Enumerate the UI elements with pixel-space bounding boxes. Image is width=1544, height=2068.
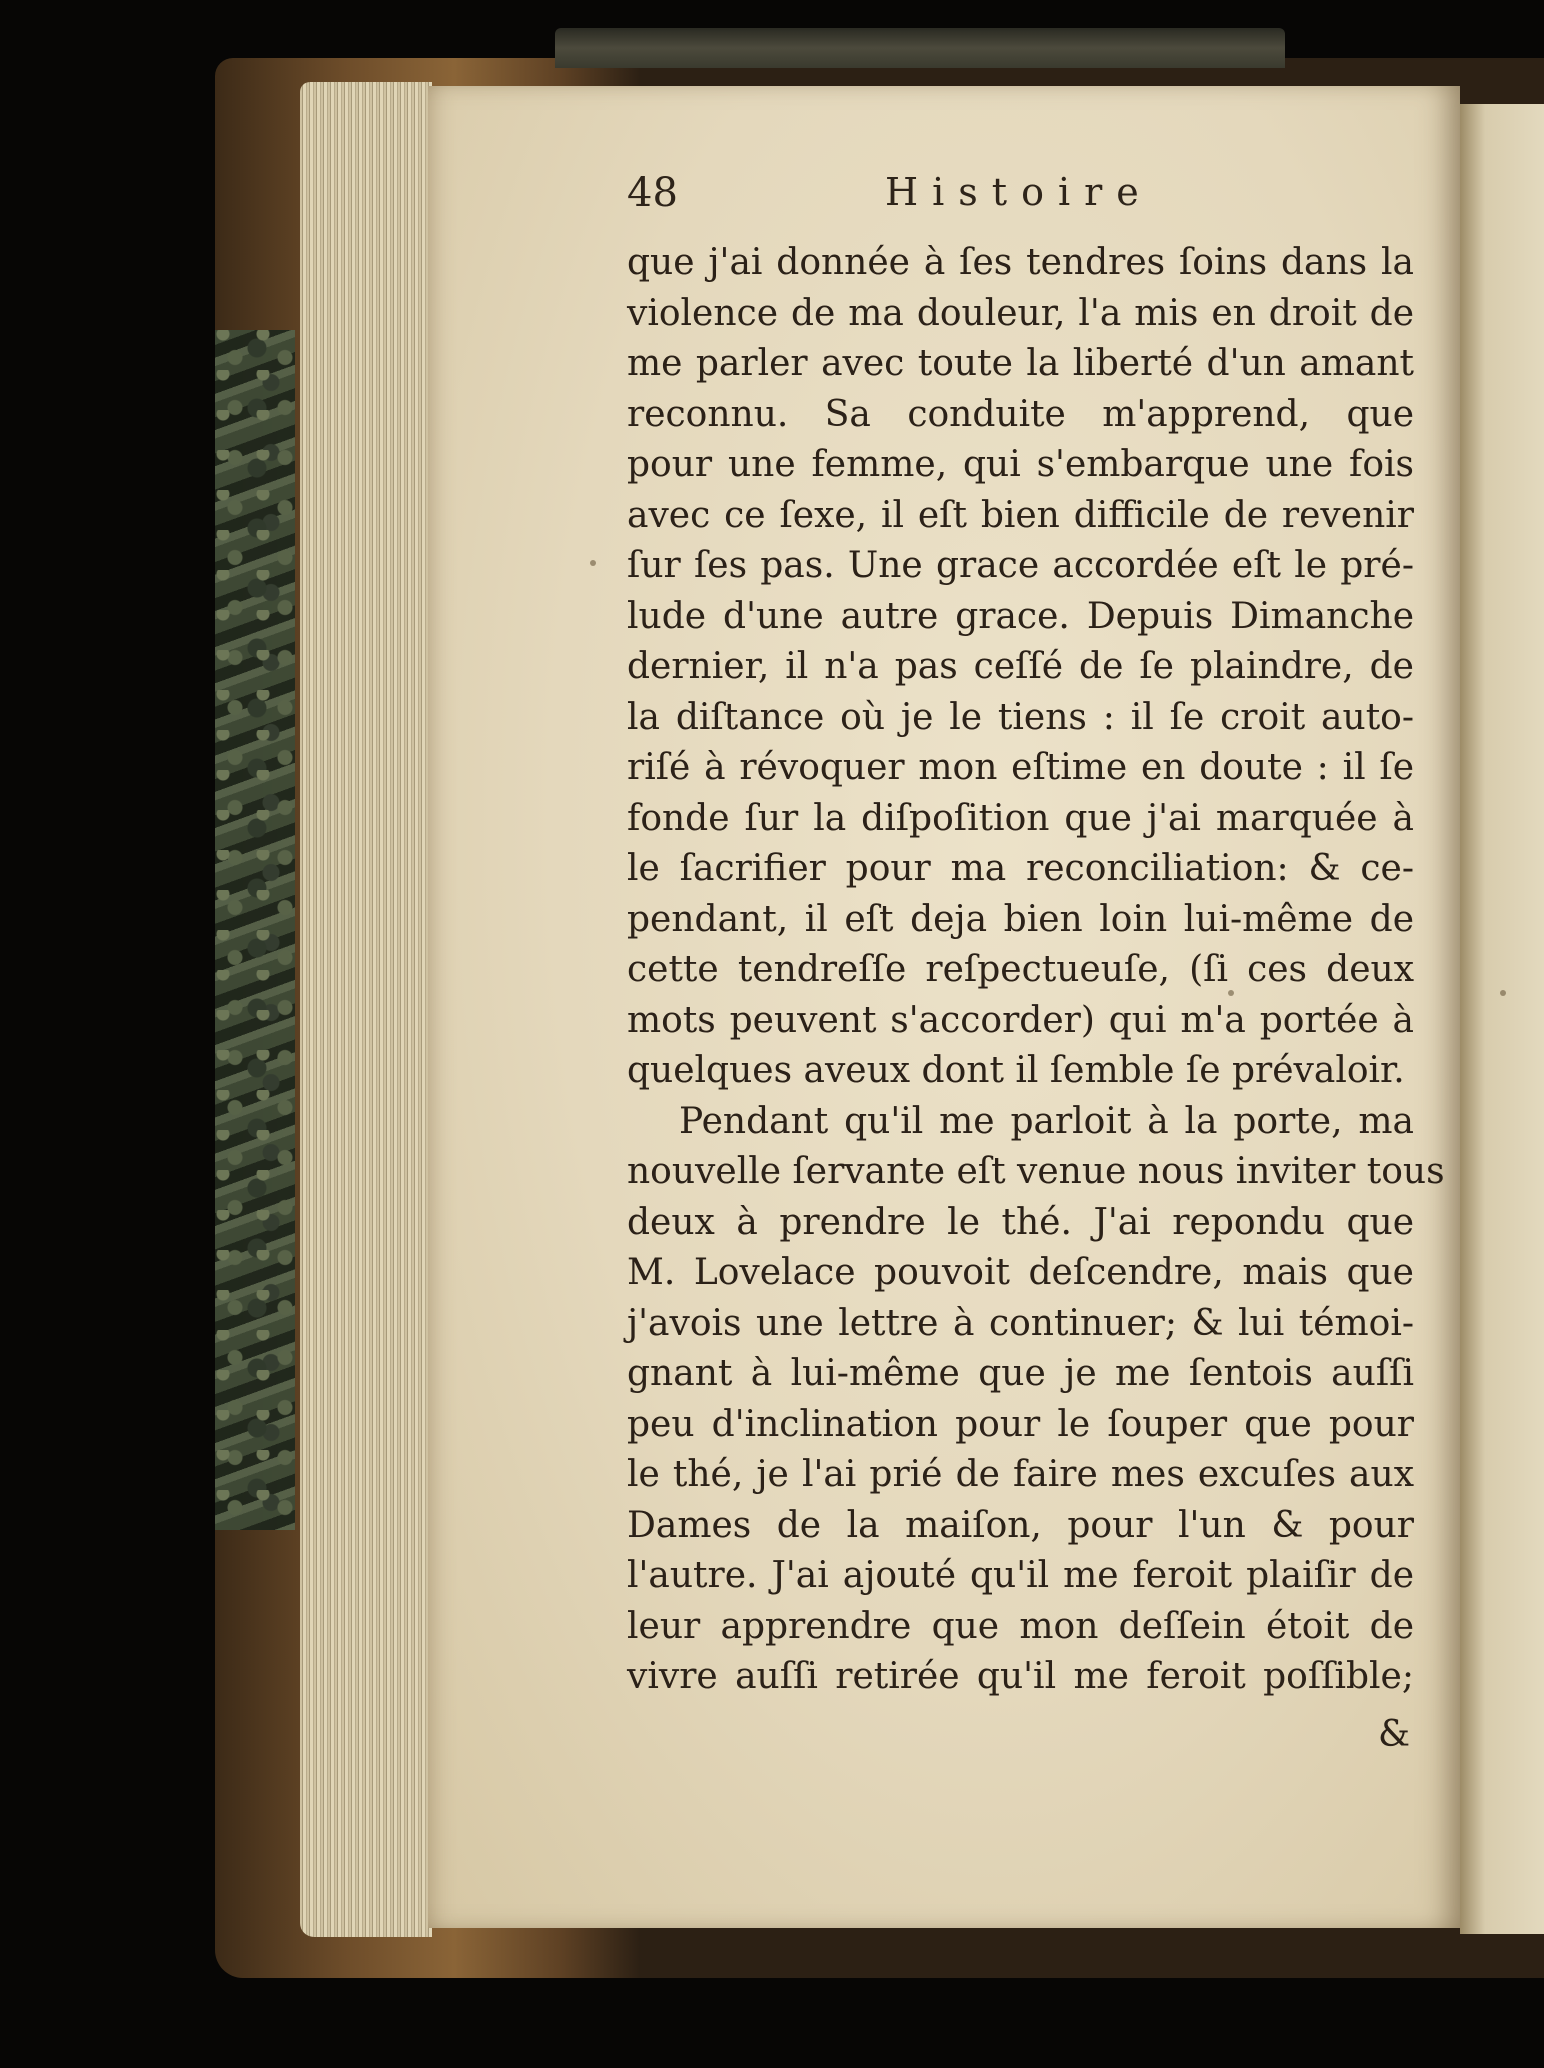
text-line: Pendant qu'il me parloit à la porte, ma <box>679 1100 1414 1142</box>
page-number: 48 <box>627 170 678 216</box>
text-line: violence de ma douleur, l'a mis en droit de <box>627 292 1414 334</box>
foxing-spot <box>590 560 596 566</box>
text-line: Dames de la maiſon, pour l'un & pour <box>627 1504 1414 1546</box>
text-line: pour une femme, qui s'embarque une fois <box>627 444 1414 485</box>
text-line: deux à prendre le thé. J'ai repondu que <box>627 1201 1414 1243</box>
spine-top <box>555 28 1285 68</box>
text-line: leur apprendre que mon deſſein étoit de <box>627 1605 1414 1647</box>
text-line: reconnu. Sa conduite m'apprend, que <box>627 393 1414 435</box>
text-line: pendant, il eſt deja bien loin lui-même de <box>627 898 1414 940</box>
text-line: me parler avec toute la liberté d'un amant <box>627 343 1414 384</box>
text-line: l'autre. J'ai ajouté qu'il me feroit plaiſir de <box>627 1555 1414 1596</box>
text-line: cette tendreſſe reſpectueuſe, (ſi ces deux <box>627 949 1414 990</box>
text-line: lude d'une autre grace. Depuis Dimanche <box>627 595 1414 637</box>
page-edges <box>300 82 432 1937</box>
text-line: le ſacrifier pour ma reconciliation: & ce- <box>627 848 1414 889</box>
foxing-spot <box>1500 990 1506 996</box>
text-line: avec ce ſexe, il eſt bien difficile de revenir <box>627 494 1414 536</box>
text-line: que j'ai donnée à ſes tendres ſoins dans la <box>627 242 1414 283</box>
text-line: gnant à lui-même que je me ſentois auſſi <box>627 1353 1414 1394</box>
text-line: dernier, il n'a pas ceſſé de ſe plaindre, de <box>627 646 1414 687</box>
text-line: j'avois une lettre à continuer; & lui témoi- <box>627 1302 1414 1344</box>
text-line: M. Lovelace pouvoit deſcendre, mais que <box>627 1252 1414 1293</box>
text-line: quelques aveux dont il ſemble ſe prévaloir. <box>627 1050 1405 1091</box>
text-line: riſé à révoquer mon eſtime en doute : il ſe <box>627 747 1414 788</box>
text-line: la diſtance où je le tiens : il ſe croit auto- <box>627 696 1414 738</box>
page-header <box>627 170 1427 220</box>
text-line: mots peuvent s'accorder) qui m'a portée à <box>627 999 1414 1041</box>
text-line: peu d'inclination pour le ſouper que pour <box>627 1403 1414 1445</box>
running-head: Histoire <box>885 170 1153 214</box>
catchword: & <box>1378 1714 1411 1755</box>
foxing-spot <box>1228 990 1234 996</box>
text-line: nouvelle ſervante eſt venue nous inviter tous <box>627 1151 1445 1192</box>
text-line: fonde ſur la diſpoſition que j'ai marquée à <box>627 797 1414 839</box>
text-line: le thé, je l'ai prié de faire mes excuſes aux <box>627 1454 1414 1495</box>
text-line: ſur ſes pas. Une grace accordée eſt le pré- <box>627 545 1414 586</box>
text-block <box>627 238 1445 1703</box>
marbled-cover <box>215 330 295 1530</box>
facing-page-edge <box>1460 104 1544 1934</box>
text-line: vivre auſſi retirée qu'il me feroit poſſible; <box>627 1656 1414 1697</box>
